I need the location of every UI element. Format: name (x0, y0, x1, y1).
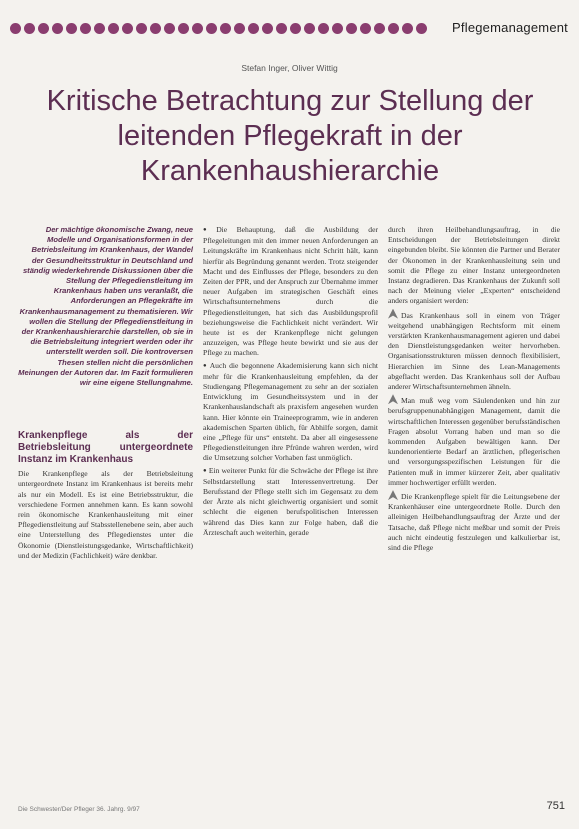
page-number: 751 (546, 800, 565, 812)
decorative-dot (276, 23, 287, 34)
decorative-dot (178, 23, 189, 34)
decorative-dot (108, 23, 119, 34)
decorative-dot (374, 23, 385, 34)
decorative-dot (206, 23, 217, 34)
article-title: Kritische Betrachtung zur Stellung der leitenden Pflegekraft in der Krankenhaushierarchie (46, 85, 534, 187)
decorative-dot-row (10, 23, 427, 34)
decorative-dot (332, 23, 343, 34)
decorative-dot (122, 23, 133, 34)
decorative-dot (150, 23, 161, 34)
decorative-dot (318, 23, 329, 34)
decorative-dot (416, 23, 427, 34)
body-paragraph: ● Auch die begonnene Akademisierung kann sich nicht mehr für die Krankenhausleitung empfehlen, da der Studiengang Pflegemanagement zu sehr an der sozialen Entwicklung im Gesundheitssystem und in der Krankenhauslandschaft als praxisfern angesehen wurden kann. Hier könnte ein Traineeprogramm, wie in anderen akademischen Sparten üblich, für Abhilfe sorgen, damit eine „Pflege für uns“ entsteht. Da aber all eingesessene Pflegedienstleitungen ihre Pfründe wahren werden, wird die Umsetzung solcher Vorhaben fast unmöglich. (203, 361, 378, 464)
thesis-paragraph: Die Krankenpflege spielt für die Leitungsebene der Krankenhäuser eine untergeordnete Rolle. Durch den alleinigen Heilbehandlungsauftrag der Ärzte und der Tatsache, daß Pflege nicht meßbar und somit der Preis auch nicht eindeutig festzulegen und kalkulierbar ist, sind die Pflege (388, 492, 560, 553)
decorative-dot (80, 23, 91, 34)
decorative-dot (52, 23, 63, 34)
journal-footer: Die Schwester/Der Pfleger 36. Jahrg. 9/97 (18, 806, 140, 813)
section-label: Pflegemanagement (452, 20, 568, 35)
decorative-dot (24, 23, 35, 34)
article-lead: Der mächtige ökonomische Zwang, neue Modelle und Organisationsformen in der Betriebsleitung im Krankenhaus, der Wandel der Gesundheitsstruktur in Deutschland und ständig wiederkehrende Diskussionen über die Stellung der Pflegedienstleitung im Krankenhaus haben uns veranlaßt, die Anforderungen an Pflegekräfte im Krankenhausmanagement zu thematisieren. Wir wollen die Stellung der Pflegedienstleitung in der Krankenhaushierarchie darstellen, ob sie in die Betriebsleitung integriert werden oder ihr unterstellt werden soll. Die kontroversen Thesen stellen nicht die persönlichen Meinungen der Autoren dar. Im Fazit formulieren wir eine eigene Stellungnahme. (18, 225, 193, 388)
decorative-dot (192, 23, 203, 34)
thesis-arrow-icon (388, 309, 398, 319)
decorative-dot (220, 23, 231, 34)
decorative-dot (94, 23, 105, 34)
thesis-arrow-icon (388, 490, 398, 500)
section-subhead: Krankenpflege als der Betriebsleitung untergeordnete Instanz im Krankenhaus (18, 430, 193, 466)
thesis-arrow-icon (388, 394, 398, 404)
body-paragraph: ● Die Behauptung, daß die Ausbildung der Pflegeleitungen mit den immer neuen Anforderungen an Leitungskräfte im Krankenhaus nicht Schritt hält, kann hierfür als Begründung genannt werden. Trotz steigender Macht und des Einflusses der Pflege, besonders zu den Zeiten der PPR, und der Anspruch zur Übernahme immer neuer Aufgaben im strategischen Geschäft eines Wirtschaftsunternehmens durch die Pflegedienstleitungen, hat sich das Ausbildungsprofil beziehungsweise die Fachlichkeit nicht verändert. Wir heute ist es der Krankenpflege nicht gelungen anzuzeigen, was Pflege heute bewirkt und sie aus der Pflege zu machen. (203, 225, 378, 359)
body-paragraph: Die Krankenpflege als der Betriebsleitung untergeordnete Instanz im Krankenhaus ist bereits mehr als nur ein Modell. Es ist eine Betriebsstruktur, die verschiedene Formen annehmen kann. Es kann sowohl rein ökonomische Krankenhausleitung mit einer Pflegedienstleitung auf Stabsstellenebene sein, aber auch eine Unterstellung des Pflegedienstes unter die Ökonomie (Dienstleistungsgedanke, Wirtschaftlichkeit) und der Medizin (Fachlichkeit) wäre denkbar. (18, 469, 193, 560)
header-bar (10, 18, 572, 42)
body-paragraph: ● Ein weiterer Punkt für die Schwäche der Pflege ist ihre Selbstdarstellung statt Interessenvertretung. Der Berufsstand der Pflege stellt sich im Gegensatz zu dem der Ärzte als nicht gleichwertig organisiert und somit schlecht die eigenen berufspolitischen Interessen während das Dies kann zur Folge haben, daß die Ärzteschaft auch weiterhin, gerade (203, 466, 378, 538)
column-3 (388, 225, 560, 555)
article-authors: Stefan Inger, Oliver Wittig (241, 63, 338, 73)
thesis-paragraph: Das Krankenhaus soll in einem von Träger weitgehend unabhängigen Rechtsform mit einem verstärkten Krankenhausmanagement agieren und dabei den Dienstleistungsgedanken weiter hervorheben. Organisationsstrukturen müssen dennoch flexibilisiert, Hierarchien im Sinne des Lean-Managements abgeflacht werden. Das Krankenhaus soll der Aufbau anderer Wirtschaftsunternehmen ähneln. (388, 310, 560, 392)
decorative-dot (66, 23, 77, 34)
decorative-dot (402, 23, 413, 34)
column-1 (18, 225, 193, 563)
decorative-dot (304, 23, 315, 34)
decorative-dot (234, 23, 245, 34)
decorative-dot (164, 23, 175, 34)
thesis-paragraph: Man muß weg vom Säulendenken und hin zur berufsgruppenunabhängigen Management, damit die wirtschaftlichen Interessen gegenüber berufsständischen Fragen absolut Vorrang haben und man so die kommenden Aufgaben bewältigen kann. Der kundenorientierte Bedarf an ärztlichen, pflegerischen und versorgungsspezifischen Leistungen für die Patienten muß in immer kürzerer Zeit, aber qualitativ immer hochwertiger erfüllt werden. (388, 396, 560, 487)
decorative-dot (388, 23, 399, 34)
body-paragraph: durch ihren Heilbehandlungsauftrag, in die Entscheidungen der Betriebsleitungen direkt eingebunden bleibt. Sie könnten die Partner und Berater der Ökonomen in der Krankenhausleitung sein und somit die Pflege zu einer Instanz untergeordneten Instanz degradieren. Das Krankenhaus der Zukunft soll nach der Meinung vieler „Experten“ entscheidend anders organisiert werden: (388, 225, 560, 306)
column-2 (203, 225, 378, 540)
decorative-dot (10, 23, 21, 34)
decorative-dot (360, 23, 371, 34)
decorative-dot (346, 23, 357, 34)
decorative-dot (248, 23, 259, 34)
decorative-dot (136, 23, 147, 34)
decorative-dot (38, 23, 49, 34)
decorative-dot (290, 23, 301, 34)
decorative-dot (262, 23, 273, 34)
